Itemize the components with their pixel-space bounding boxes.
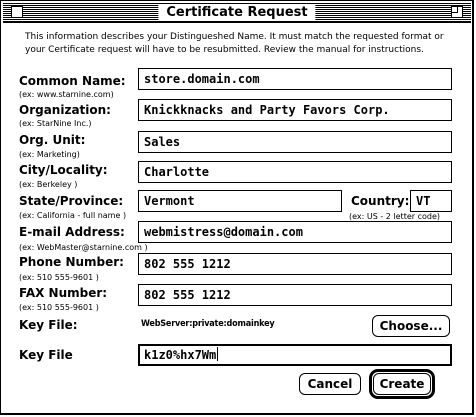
- city-field[interactable]: Charlotte: [138, 161, 452, 183]
- phone-label: Phone Number:: [19, 255, 124, 269]
- country-field[interactable]: VT: [410, 190, 452, 212]
- organization-hint: (ex: StarNine Inc.): [19, 119, 92, 128]
- key-file-password-value: k1z0%hx7Wm: [144, 348, 217, 362]
- fax-hint: (ex: 510 555-9601 ): [19, 303, 99, 312]
- text-caret: [217, 347, 218, 361]
- close-box-icon[interactable]: [11, 6, 23, 18]
- country-label: Country:: [351, 194, 410, 208]
- phone-hint: (ex: 510 555-9601 ): [19, 273, 99, 282]
- key-file-password-field[interactable]: [138, 344, 452, 366]
- window-title: Certificate Request: [158, 4, 315, 21]
- org-unit-hint: (ex: Marketing): [19, 150, 80, 159]
- email-label: E-mail Address:: [19, 225, 125, 239]
- cancel-button[interactable]: Cancel: [299, 373, 361, 395]
- city-label: City/Locality:: [19, 163, 108, 177]
- create-button[interactable]: Create: [373, 373, 431, 395]
- fax-label: FAX Number:: [19, 286, 108, 300]
- intro-text: This information describes your Distingueshed Name. It must match the requested format or your Certificate request will have to be resubmitted. Review the manual for instructions.: [25, 32, 444, 55]
- phone-field[interactable]: 802 555 1212: [138, 253, 452, 275]
- common-name-hint: (ex: www.starnine.com): [19, 90, 114, 99]
- state-label: State/Province:: [19, 194, 124, 208]
- org-unit-field[interactable]: Sales: [138, 131, 452, 153]
- zoom-box-icon[interactable]: [451, 6, 463, 18]
- organization-label: Organization:: [19, 103, 111, 117]
- key-file-label: Key File:: [19, 318, 78, 332]
- title-bar[interactable]: [3, 3, 471, 23]
- country-hint: (ex: US - 2 letter code): [349, 212, 440, 221]
- key-file-path: WebServer:private:domainkey: [141, 319, 275, 329]
- email-hint: (ex: WebMaster@starnine.com ): [19, 243, 148, 252]
- email-field[interactable]: webmistress@domain.com: [138, 221, 452, 243]
- org-unit-label: Org. Unit:: [19, 133, 86, 147]
- key-file-password-label: Key File: [19, 348, 73, 362]
- organization-field[interactable]: Knickknacks and Party Favors Corp.: [138, 99, 452, 121]
- common-name-field[interactable]: store.domain.com: [138, 68, 452, 90]
- common-name-label: Common Name:: [19, 74, 126, 88]
- choose-button[interactable]: Choose...: [372, 315, 450, 337]
- state-field[interactable]: Vermont: [138, 190, 342, 212]
- state-hint: (ex: California - full name ): [19, 211, 127, 220]
- city-hint: (ex: Berkeley ): [19, 180, 78, 189]
- fax-field[interactable]: 802 555 1212: [138, 284, 452, 306]
